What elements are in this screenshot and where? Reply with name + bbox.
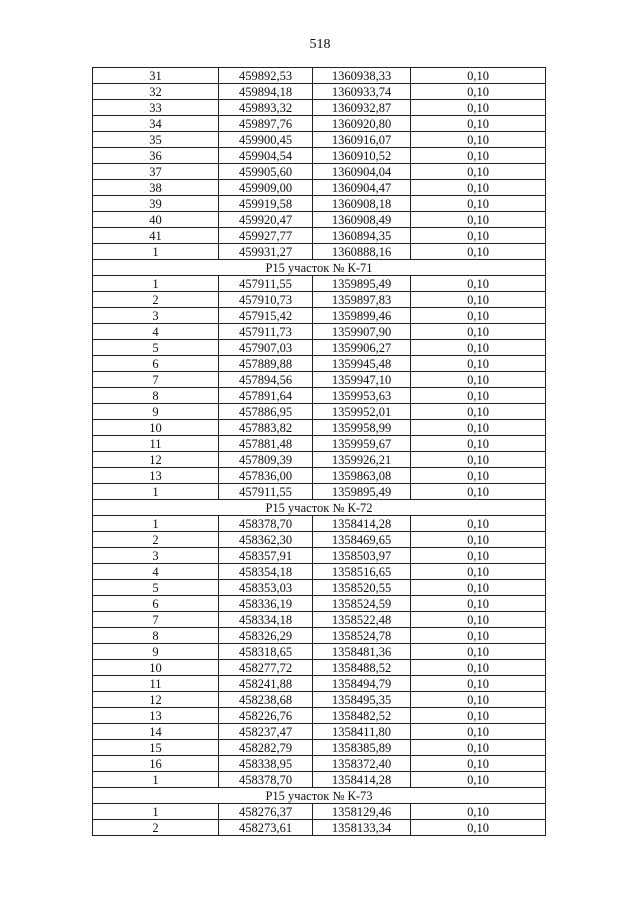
- y-coordinate-cell: 1360908,49: [313, 212, 411, 228]
- point-number-cell: 11: [93, 676, 219, 692]
- y-coordinate-cell: 1360938,33: [313, 68, 411, 84]
- y-coordinate-cell: 1358411,80: [313, 724, 411, 740]
- accuracy-cell: 0,10: [411, 276, 546, 292]
- point-number-cell: 41: [93, 228, 219, 244]
- accuracy-cell: 0,10: [411, 324, 546, 340]
- point-number-cell: 9: [93, 404, 219, 420]
- accuracy-cell: 0,10: [411, 804, 546, 820]
- point-number-cell: 13: [93, 708, 219, 724]
- point-number-cell: 32: [93, 84, 219, 100]
- table-row: [93, 292, 546, 308]
- table-row: [93, 100, 546, 116]
- x-coordinate-cell: 459905,60: [219, 164, 313, 180]
- x-coordinate-cell: 458362,30: [219, 532, 313, 548]
- accuracy-cell: 0,10: [411, 212, 546, 228]
- x-coordinate-cell: 459894,18: [219, 84, 313, 100]
- accuracy-cell: 0,10: [411, 164, 546, 180]
- y-coordinate-cell: 1358372,40: [313, 756, 411, 772]
- table-row: [93, 644, 546, 660]
- x-coordinate-cell: 458282,79: [219, 740, 313, 756]
- x-coordinate-cell: 459919,58: [219, 196, 313, 212]
- point-number-cell: 15: [93, 740, 219, 756]
- point-number-cell: 14: [93, 724, 219, 740]
- table-row: [93, 324, 546, 340]
- y-coordinate-cell: 1358481,36: [313, 644, 411, 660]
- point-number-cell: 12: [93, 452, 219, 468]
- accuracy-cell: 0,10: [411, 820, 546, 836]
- point-number-cell: 3: [93, 548, 219, 564]
- y-coordinate-cell: 1359906,27: [313, 340, 411, 356]
- table-row: [93, 676, 546, 692]
- y-coordinate-cell: 1358524,59: [313, 596, 411, 612]
- x-coordinate-cell: 458357,91: [219, 548, 313, 564]
- table-row: [93, 484, 546, 500]
- accuracy-cell: 0,10: [411, 244, 546, 260]
- y-coordinate-cell: 1359863,08: [313, 468, 411, 484]
- y-coordinate-cell: 1359953,63: [313, 388, 411, 404]
- accuracy-cell: 0,10: [411, 676, 546, 692]
- point-number-cell: 37: [93, 164, 219, 180]
- table-row: [93, 548, 546, 564]
- y-coordinate-cell: 1360894,35: [313, 228, 411, 244]
- x-coordinate-cell: 458354,18: [219, 564, 313, 580]
- point-number-cell: 1: [93, 804, 219, 820]
- point-number-cell: 1: [93, 484, 219, 500]
- x-coordinate-cell: 458273,61: [219, 820, 313, 836]
- accuracy-cell: 0,10: [411, 228, 546, 244]
- y-coordinate-cell: 1359897,83: [313, 292, 411, 308]
- accuracy-cell: 0,10: [411, 132, 546, 148]
- point-number-cell: 33: [93, 100, 219, 116]
- y-coordinate-cell: 1360910,52: [313, 148, 411, 164]
- accuracy-cell: 0,10: [411, 68, 546, 84]
- x-coordinate-cell: 458334,18: [219, 612, 313, 628]
- table-row: [93, 564, 546, 580]
- accuracy-cell: 0,10: [411, 660, 546, 676]
- point-number-cell: 1: [93, 244, 219, 260]
- point-number-cell: 12: [93, 692, 219, 708]
- y-coordinate-cell: 1358516,65: [313, 564, 411, 580]
- table-row: [93, 612, 546, 628]
- table-row: [93, 692, 546, 708]
- accuracy-cell: 0,10: [411, 116, 546, 132]
- x-coordinate-cell: 458277,72: [219, 660, 313, 676]
- point-number-cell: 1: [93, 516, 219, 532]
- accuracy-cell: 0,10: [411, 516, 546, 532]
- section-title: Р15 участок № К-72: [93, 500, 546, 516]
- table-row: [93, 276, 546, 292]
- table-row: [93, 532, 546, 548]
- table-row: [93, 580, 546, 596]
- table-row: [93, 388, 546, 404]
- accuracy-cell: 0,10: [411, 84, 546, 100]
- y-coordinate-cell: 1358133,34: [313, 820, 411, 836]
- point-number-cell: 6: [93, 596, 219, 612]
- x-coordinate-cell: 458378,70: [219, 516, 313, 532]
- y-coordinate-cell: 1358524,78: [313, 628, 411, 644]
- y-coordinate-cell: 1358414,28: [313, 516, 411, 532]
- point-number-cell: 10: [93, 660, 219, 676]
- y-coordinate-cell: 1360904,47: [313, 180, 411, 196]
- table-row: [93, 468, 546, 484]
- x-coordinate-cell: 457907,03: [219, 340, 313, 356]
- y-coordinate-cell: 1360888,16: [313, 244, 411, 260]
- accuracy-cell: 0,10: [411, 292, 546, 308]
- x-coordinate-cell: 458226,76: [219, 708, 313, 724]
- table-row: [93, 356, 546, 372]
- x-coordinate-cell: 458336,19: [219, 596, 313, 612]
- table-row: [93, 772, 546, 788]
- accuracy-cell: 0,10: [411, 612, 546, 628]
- y-coordinate-cell: 1360916,07: [313, 132, 411, 148]
- y-coordinate-cell: 1359899,46: [313, 308, 411, 324]
- point-number-cell: 34: [93, 116, 219, 132]
- x-coordinate-cell: 457911,55: [219, 276, 313, 292]
- y-coordinate-cell: 1359958,99: [313, 420, 411, 436]
- x-coordinate-cell: 459904,54: [219, 148, 313, 164]
- y-coordinate-cell: 1359959,67: [313, 436, 411, 452]
- y-coordinate-cell: 1359895,49: [313, 276, 411, 292]
- table-row: [93, 436, 546, 452]
- y-coordinate-cell: 1358522,48: [313, 612, 411, 628]
- table-row: [93, 148, 546, 164]
- point-number-cell: 6: [93, 356, 219, 372]
- table-row: [93, 372, 546, 388]
- section-header-row: [93, 260, 546, 276]
- point-number-cell: 13: [93, 468, 219, 484]
- accuracy-cell: 0,10: [411, 388, 546, 404]
- accuracy-cell: 0,10: [411, 548, 546, 564]
- y-coordinate-cell: 1360920,80: [313, 116, 411, 132]
- table-row: [93, 516, 546, 532]
- accuracy-cell: 0,10: [411, 484, 546, 500]
- y-coordinate-cell: 1359952,01: [313, 404, 411, 420]
- y-coordinate-cell: 1358469,65: [313, 532, 411, 548]
- accuracy-cell: 0,10: [411, 532, 546, 548]
- x-coordinate-cell: 458338,95: [219, 756, 313, 772]
- x-coordinate-cell: 457836,00: [219, 468, 313, 484]
- point-number-cell: 40: [93, 212, 219, 228]
- table-row: [93, 84, 546, 100]
- x-coordinate-cell: 457886,95: [219, 404, 313, 420]
- x-coordinate-cell: 458326,29: [219, 628, 313, 644]
- x-coordinate-cell: 459893,32: [219, 100, 313, 116]
- y-coordinate-cell: 1358488,52: [313, 660, 411, 676]
- coordinates-table: [92, 67, 546, 836]
- table-row: [93, 404, 546, 420]
- point-number-cell: 36: [93, 148, 219, 164]
- accuracy-cell: 0,10: [411, 340, 546, 356]
- y-coordinate-cell: 1359895,49: [313, 484, 411, 500]
- y-coordinate-cell: 1359926,21: [313, 452, 411, 468]
- x-coordinate-cell: 459892,53: [219, 68, 313, 84]
- accuracy-cell: 0,10: [411, 724, 546, 740]
- table-row: [93, 228, 546, 244]
- y-coordinate-cell: 1360932,87: [313, 100, 411, 116]
- x-coordinate-cell: 457881,48: [219, 436, 313, 452]
- y-coordinate-cell: 1358503,97: [313, 548, 411, 564]
- x-coordinate-cell: 458238,68: [219, 692, 313, 708]
- point-number-cell: 31: [93, 68, 219, 84]
- accuracy-cell: 0,10: [411, 196, 546, 212]
- x-coordinate-cell: 457911,73: [219, 324, 313, 340]
- y-coordinate-cell: 1358385,89: [313, 740, 411, 756]
- y-coordinate-cell: 1358520,55: [313, 580, 411, 596]
- x-coordinate-cell: 458276,37: [219, 804, 313, 820]
- x-coordinate-cell: 457910,73: [219, 292, 313, 308]
- accuracy-cell: 0,10: [411, 756, 546, 772]
- x-coordinate-cell: 457911,55: [219, 484, 313, 500]
- table-row: [93, 628, 546, 644]
- accuracy-cell: 0,10: [411, 100, 546, 116]
- point-number-cell: 2: [93, 292, 219, 308]
- y-coordinate-cell: 1358495,35: [313, 692, 411, 708]
- page-number: 518: [309, 37, 331, 52]
- table-row: [93, 244, 546, 260]
- x-coordinate-cell: 458318,65: [219, 644, 313, 660]
- accuracy-cell: 0,10: [411, 740, 546, 756]
- accuracy-cell: 0,10: [411, 644, 546, 660]
- y-coordinate-cell: 1358129,46: [313, 804, 411, 820]
- accuracy-cell: 0,10: [411, 436, 546, 452]
- table-row: [93, 180, 546, 196]
- x-coordinate-cell: 458241,88: [219, 676, 313, 692]
- x-coordinate-cell: 459909,00: [219, 180, 313, 196]
- accuracy-cell: 0,10: [411, 308, 546, 324]
- x-coordinate-cell: 457891,64: [219, 388, 313, 404]
- table-row: [93, 820, 546, 836]
- table-row: [93, 340, 546, 356]
- point-number-cell: 5: [93, 340, 219, 356]
- x-coordinate-cell: 458378,70: [219, 772, 313, 788]
- table-row: [93, 756, 546, 772]
- x-coordinate-cell: 457809,39: [219, 452, 313, 468]
- y-coordinate-cell: 1359945,48: [313, 356, 411, 372]
- point-number-cell: 4: [93, 324, 219, 340]
- table-row: [93, 708, 546, 724]
- table-row: [93, 740, 546, 756]
- point-number-cell: 8: [93, 388, 219, 404]
- point-number-cell: 1: [93, 276, 219, 292]
- point-number-cell: 38: [93, 180, 219, 196]
- table-row: [93, 660, 546, 676]
- x-coordinate-cell: 458353,03: [219, 580, 313, 596]
- y-coordinate-cell: 1358414,28: [313, 772, 411, 788]
- y-coordinate-cell: 1358494,79: [313, 676, 411, 692]
- accuracy-cell: 0,10: [411, 372, 546, 388]
- point-number-cell: 7: [93, 612, 219, 628]
- x-coordinate-cell: 459927,77: [219, 228, 313, 244]
- accuracy-cell: 0,10: [411, 580, 546, 596]
- table-row: [93, 596, 546, 612]
- y-coordinate-cell: 1358482,52: [313, 708, 411, 724]
- point-number-cell: 9: [93, 644, 219, 660]
- section-title: Р15 участок № К-71: [93, 260, 546, 276]
- accuracy-cell: 0,10: [411, 692, 546, 708]
- table-row: [93, 132, 546, 148]
- table-row: [93, 308, 546, 324]
- x-coordinate-cell: 457883,82: [219, 420, 313, 436]
- y-coordinate-cell: 1359947,10: [313, 372, 411, 388]
- accuracy-cell: 0,10: [411, 628, 546, 644]
- point-number-cell: 3: [93, 308, 219, 324]
- accuracy-cell: 0,10: [411, 708, 546, 724]
- point-number-cell: 10: [93, 420, 219, 436]
- table-row: [93, 164, 546, 180]
- x-coordinate-cell: 457889,88: [219, 356, 313, 372]
- y-coordinate-cell: 1360933,74: [313, 84, 411, 100]
- x-coordinate-cell: 459897,76: [219, 116, 313, 132]
- point-number-cell: 2: [93, 820, 219, 836]
- point-number-cell: 1: [93, 772, 219, 788]
- accuracy-cell: 0,10: [411, 596, 546, 612]
- table-row: [93, 116, 546, 132]
- point-number-cell: 5: [93, 580, 219, 596]
- accuracy-cell: 0,10: [411, 468, 546, 484]
- accuracy-cell: 0,10: [411, 404, 546, 420]
- section-header-row: [93, 500, 546, 516]
- y-coordinate-cell: 1359907,90: [313, 324, 411, 340]
- section-header-row: [93, 788, 546, 804]
- table-row: [93, 452, 546, 468]
- x-coordinate-cell: 459920,47: [219, 212, 313, 228]
- accuracy-cell: 0,10: [411, 564, 546, 580]
- point-number-cell: 16: [93, 756, 219, 772]
- x-coordinate-cell: 459900,45: [219, 132, 313, 148]
- point-number-cell: 11: [93, 436, 219, 452]
- point-number-cell: 4: [93, 564, 219, 580]
- table-row: [93, 804, 546, 820]
- accuracy-cell: 0,10: [411, 420, 546, 436]
- point-number-cell: 8: [93, 628, 219, 644]
- y-coordinate-cell: 1360904,04: [313, 164, 411, 180]
- accuracy-cell: 0,10: [411, 772, 546, 788]
- x-coordinate-cell: 458237,47: [219, 724, 313, 740]
- x-coordinate-cell: 457915,42: [219, 308, 313, 324]
- table-row: [93, 420, 546, 436]
- table-row: [93, 68, 546, 84]
- table-row: [93, 196, 546, 212]
- accuracy-cell: 0,10: [411, 356, 546, 372]
- point-number-cell: 35: [93, 132, 219, 148]
- point-number-cell: 39: [93, 196, 219, 212]
- section-title: Р15 участок № К-73: [93, 788, 546, 804]
- y-coordinate-cell: 1360908,18: [313, 196, 411, 212]
- x-coordinate-cell: 459931,27: [219, 244, 313, 260]
- point-number-cell: 2: [93, 532, 219, 548]
- coordinates-table-body: [93, 68, 546, 836]
- accuracy-cell: 0,10: [411, 148, 546, 164]
- accuracy-cell: 0,10: [411, 180, 546, 196]
- accuracy-cell: 0,10: [411, 452, 546, 468]
- table-row: [93, 212, 546, 228]
- table-row: [93, 724, 546, 740]
- x-coordinate-cell: 457894,56: [219, 372, 313, 388]
- point-number-cell: 7: [93, 372, 219, 388]
